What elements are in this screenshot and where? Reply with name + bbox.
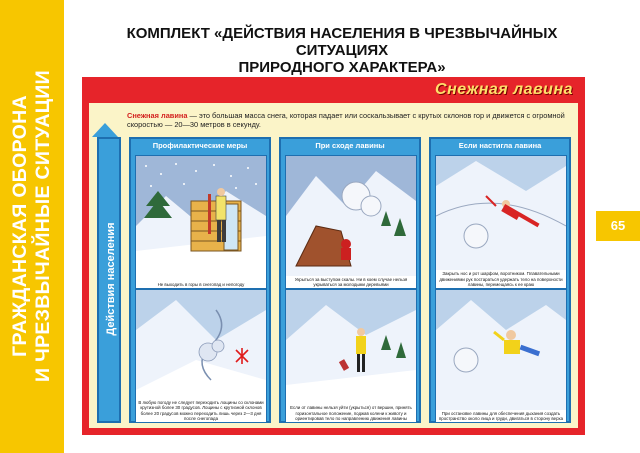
caption: При остановке лавины для обеспечения дыхания создать пространство около лица и груди, двигаться в сторону верха bbox=[436, 410, 566, 422]
section-title bbox=[9, 70, 55, 382]
caption: Не выходить в горы в снегопад и непогоду bbox=[136, 281, 266, 288]
column-heading: При сходе лавины bbox=[315, 141, 385, 150]
poster-body bbox=[89, 103, 578, 428]
section-title-line1: ГРАЖДАНСКАЯ ОБОРОНА bbox=[9, 95, 31, 357]
page-title-line2: ПРИРОДНОГО ХАРАКТЕРА» bbox=[238, 59, 446, 76]
illustration-panel bbox=[285, 289, 417, 423]
side-band bbox=[0, 0, 64, 453]
columns bbox=[129, 137, 572, 423]
snowfall-house-illustration bbox=[136, 156, 266, 288]
breathing-space-illustration bbox=[436, 290, 566, 422]
caption: Укрыться за выступом скалы. Ни в коем случае нельзя укрываться за молодыми деревьями bbox=[286, 276, 416, 288]
page-number: 65 bbox=[596, 211, 640, 241]
illustration-panel bbox=[135, 155, 267, 289]
skier-position-illustration bbox=[286, 290, 416, 422]
illustration-panel bbox=[285, 155, 417, 289]
column-heading: Если настигла лавина bbox=[458, 141, 542, 150]
illustration-panel bbox=[435, 155, 567, 289]
illustration-panel bbox=[135, 289, 267, 423]
intro-paragraph bbox=[127, 111, 567, 129]
column-during-avalanche bbox=[279, 137, 421, 423]
caption: Если от лавины нельзя уйти (укрыться) от вершин, принять горизонтальное положение, поджав колени к животу и ориентировав тело по направлению движения лавины bbox=[286, 404, 416, 422]
page-title-line1: КОМПЛЕКТ «ДЕЙСТВИЯ НАСЕЛЕНИЯ В ЧРЕЗВЫЧАЙНЫХ СИТУАЦИЯХ bbox=[126, 25, 558, 59]
poster-title: Снежная лавина bbox=[435, 81, 573, 98]
column-caught-by-avalanche bbox=[429, 137, 571, 423]
actions-banner-label: Действия населения bbox=[105, 222, 117, 336]
column-prevention bbox=[129, 137, 271, 423]
caption: Закрыть нос и рот шарфом, воротником. Плавательными движениями рук постараться удержать тело на поверхности лавины, перемещаясь к ее краю bbox=[436, 270, 566, 288]
illustration-panel bbox=[435, 289, 567, 423]
banner-arrow-icon bbox=[92, 123, 118, 137]
column-heading: Профилактические меры bbox=[152, 141, 248, 150]
intro-text: — это большая масса снега, которая падает или соскальзывает с крутых склонов гор и движется с огромной скоростью — 20—30 метров в секунду. bbox=[127, 111, 565, 129]
swimming-in-snow-illustration bbox=[436, 156, 566, 288]
intro-term: Снежная лавина bbox=[127, 111, 188, 120]
section-title-line2: И ЧРЕЗВЫЧАЙНЫЕ СИТУАЦИИ bbox=[32, 70, 54, 382]
poster bbox=[82, 77, 585, 435]
rock-shelter-illustration bbox=[286, 156, 416, 288]
caption: В любую погоду не следует переходить лощины со склонами крутизной более 30 градусов. Лощины с крутизной склонов более 20 градусов можно переходить лишь через 2—3 дня после снегопада bbox=[136, 399, 266, 422]
page-title bbox=[82, 25, 602, 76]
actions-banner bbox=[97, 137, 121, 423]
